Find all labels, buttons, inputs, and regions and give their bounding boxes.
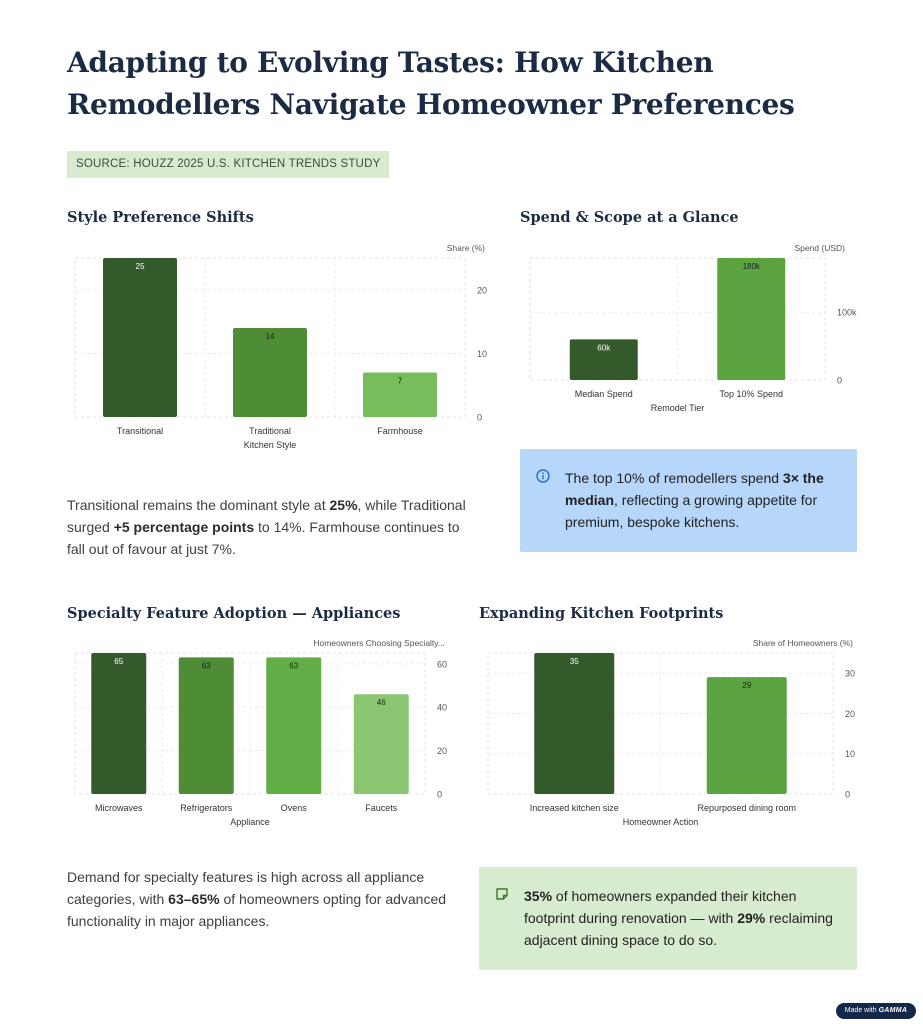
category-label: Refrigerators (180, 803, 233, 813)
bar-appliances-2 (266, 657, 321, 794)
y-tick-label: 40 (437, 702, 448, 713)
category-label: Ovens (280, 803, 307, 813)
y-axis-label: Share (%) (446, 243, 485, 253)
data-label: 65 (114, 657, 124, 666)
info-icon (536, 469, 550, 483)
y-tick-label: 10 (845, 749, 856, 760)
appliances-section-title: Specialty Feature Adoption — Appliances (67, 605, 401, 622)
footprint-chart (479, 635, 864, 830)
category-label: Repurposed dining room (697, 803, 797, 813)
made-with-prefix: Made with (844, 1007, 877, 1014)
bar-footprint-1 (707, 677, 787, 794)
x-axis-label: Appliance (230, 817, 270, 827)
note-icon (495, 887, 509, 901)
x-axis-label: Remodel Tier (650, 403, 705, 413)
category-label: Traditional (249, 426, 291, 436)
data-label: 60k (597, 343, 611, 353)
y-tick-label: 20 (845, 708, 856, 719)
y-tick-label: 0 (845, 789, 851, 800)
made-with-brand: GAMMA (878, 1007, 908, 1014)
bar-appliances-0 (91, 653, 146, 794)
page-title: Adapting to Evolving Tastes: How Kitchen Remodellers Navigate Homeowner Preferences (67, 46, 795, 121)
style-chart-svg (67, 240, 492, 455)
footprint-chart-svg (479, 635, 864, 830)
spend-section-title: Spend & Scope at a Glance (520, 209, 739, 226)
appliances-chart (67, 635, 467, 830)
data-label: 180k (742, 262, 760, 271)
y-tick-label: 20 (437, 746, 448, 757)
category-label: Transitional (116, 426, 164, 436)
style-summary-text: Transitional remains the dominant style at 25%, while Traditional surged +5 percentage points to 14%. Farmhouse continues to fall out of favour at just 7%. (67, 497, 466, 557)
y-tick-label: 60 (437, 659, 448, 670)
category-label: Top 10% Spend (719, 389, 784, 399)
y-tick-label: 20 (477, 285, 488, 296)
appliances-summary-text: Demand for specialty features is high across all appliance categories, with 63–65% of homeowners opting for advanced functionality in major appliances. (67, 869, 447, 929)
data-label: 63 (201, 661, 211, 671)
y-tick-label: 10 (477, 348, 488, 359)
spend-chart-svg (520, 240, 860, 418)
y-axis-label: Spend (USD) (794, 243, 845, 253)
data-label: 14 (265, 331, 275, 341)
category-label: Median Spend (574, 389, 633, 399)
y-tick-label: 30 (845, 668, 856, 679)
y-tick-label: 0 (437, 789, 443, 800)
source-badge: SOURCE: HOUZZ 2025 U.S. KITCHEN TRENDS STUDY (67, 151, 389, 178)
y-axis-label: Share of Homeowners (%) (752, 638, 853, 648)
data-label: 35 (569, 657, 579, 666)
appliances-chart-svg (67, 635, 467, 830)
x-axis-label: Kitchen Style (243, 440, 297, 450)
made-with-badge[interactable] (836, 1003, 916, 1019)
y-tick-label: 0 (837, 375, 843, 386)
category-label: Microwaves (94, 803, 143, 813)
y-tick-label: 0 (477, 412, 483, 423)
style-chart (67, 240, 492, 455)
x-axis-label: Homeowner Action (622, 817, 699, 827)
bar-style-1 (233, 328, 307, 417)
bar-style-0 (103, 258, 177, 417)
category-label: Faucets (365, 803, 398, 813)
data-label: 25 (135, 262, 145, 271)
bar-spend-1 (717, 258, 785, 380)
data-label: 7 (397, 376, 403, 386)
bar-appliances-3 (354, 694, 409, 794)
category-label: Farmhouse (377, 426, 423, 436)
footprint-callout: 35% of homeowners expanded their kitchen footprint during renovation — with 29% reclaiming adjacent dining space to do so. (479, 867, 857, 970)
bar-appliances-1 (179, 657, 234, 794)
y-tick-label: 100k (837, 307, 857, 318)
spend-chart (520, 240, 860, 418)
data-label: 46 (376, 698, 386, 708)
category-label: Increased kitchen size (529, 803, 619, 813)
data-label: 63 (289, 661, 299, 671)
y-axis-label: Homeowners Choosing Specialty... (313, 638, 445, 648)
footprint-section-title: Expanding Kitchen Footprints (479, 605, 724, 622)
style-section-title: Style Preference Shifts (67, 209, 254, 226)
data-label: 29 (742, 681, 752, 691)
bar-footprint-0 (534, 653, 614, 794)
spend-callout: The top 10% of remodellers spend 3× the median, reflecting a growing appetite for premium, bespoke kitchens. (520, 449, 857, 552)
